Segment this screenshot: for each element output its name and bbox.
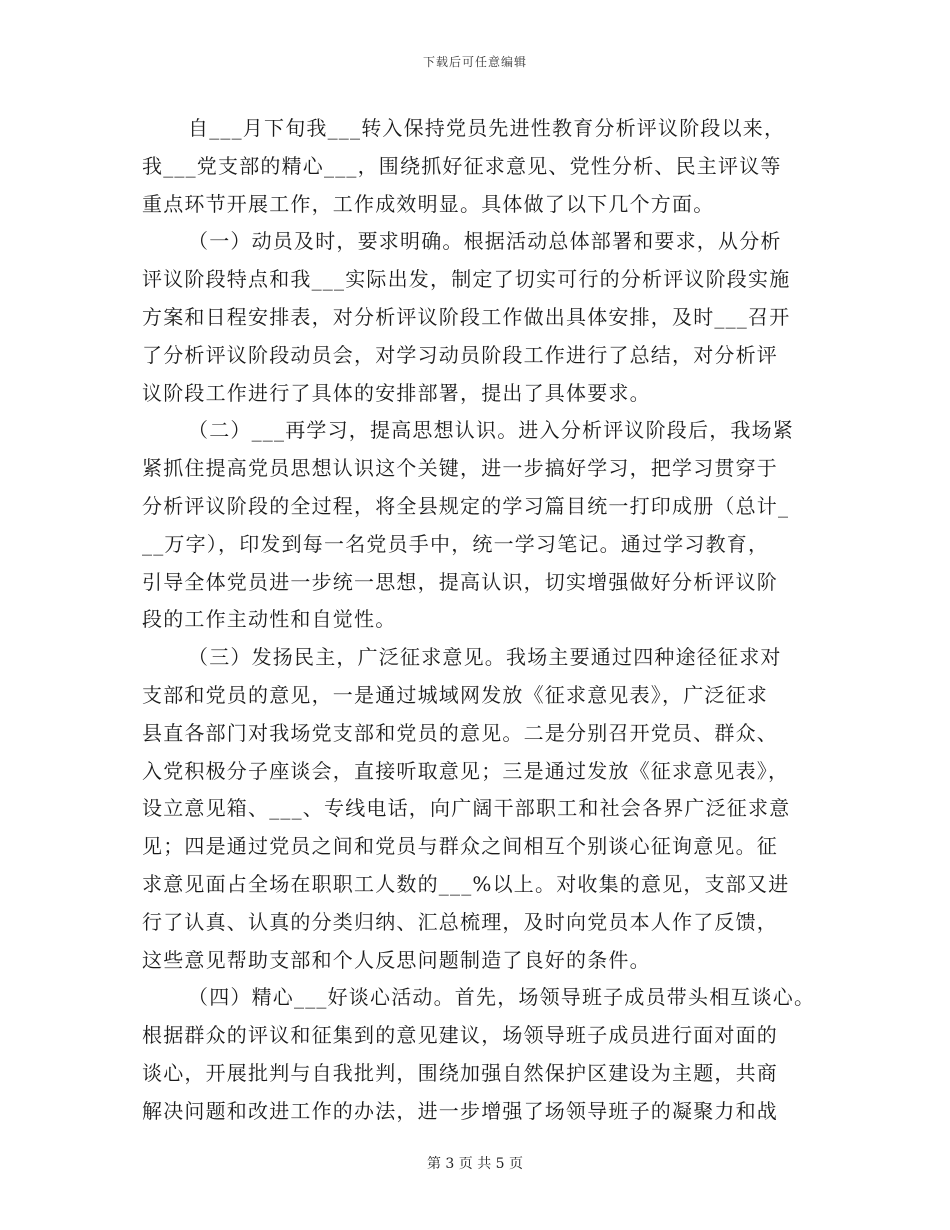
paragraph-line: 紧抓住提高党员思想认识这个关键，进一步搞好学习，把学习贯穿于 [142, 456, 778, 481]
paragraph-line: 解决问题和改进工作的办法，进一步增强了场领导班子的凝聚力和战 [142, 1098, 778, 1123]
paragraph-line: 分析评议阶段的全过程，将全县规定的学习篇目统一打印成册（总计_ [142, 493, 790, 518]
paragraph-line: 行了认真、认真的分类归纳、汇总梳理，及时向党员本人作了反馈， [142, 909, 778, 934]
paragraph-line: 方案和日程安排表，对分析评议阶段工作做出具体安排，及时___召开 [142, 304, 791, 329]
paragraph-line: 引导全体党员进一步统一思想，提高认识，切实增强做好分析评议阶 [142, 569, 778, 594]
paragraph-line: 议阶段工作进行了具体的安排部署，提出了具体要求。 [142, 380, 651, 405]
paragraph-line: 这些意见帮助支部和个人反思问题制造了良好的条件。 [142, 947, 651, 972]
paragraph-line: 评议阶段特点和我___实际出发，制定了切实可行的分析评议阶段实施 [142, 267, 791, 292]
paragraph-line: 我___党支部的精心___，围绕抓好征求意见、党性分析、民主评议等 [142, 153, 782, 178]
page-indicator: 第 3 页 共 5 页 [426, 1156, 524, 1172]
paragraph-line: 重点环节开展工作，工作成效明显。具体做了以下几个方面。 [142, 191, 715, 216]
paragraph-line: 段的工作主动性和自觉性。 [142, 607, 397, 632]
paragraph-first-line: （一）动员及时，要求明确。根据活动总体部署和要求，从分析 [188, 229, 782, 254]
document-body [142, 110, 832, 1131]
paragraph-first-line: 自___月下旬我___转入保持党员先进性教育分析评议阶段以来， [188, 116, 786, 140]
paragraph-line: 县直各部门对我场党支部和党员的意见。二是分别召开党员、群众、 [142, 720, 778, 745]
paragraph-line: 了分析评议阶段动员会，对学习动员阶段工作进行了总结，对分析评 [142, 342, 778, 367]
paragraph-first-line: （二）___再学习，提高思想认识。进入分析评议阶段后，我场紧 [188, 418, 794, 443]
paragraph-first-line: （三）发扬民主，广泛征求意见。我场主要通过四种途径征求对 [188, 645, 782, 670]
paragraph-first-line: （四）精心___好谈心活动。首先，场领导班子成员带头相互谈心。 [188, 985, 816, 1010]
paragraph-line: 谈心，开展批判与自我批判，围绕加强自然保护区建设为主题，共商 [142, 1060, 778, 1085]
paragraph-line: 设立意见箱、___、专线电话，向广阔干部职工和社会各界广泛征求意 [142, 796, 791, 821]
download-editable-note: 下载后可任意编辑 [422, 55, 527, 69]
paragraph-line: __万字），印发到每一名党员手中，统一学习笔记。通过学习教育， [142, 531, 770, 556]
paragraph-line: 求意见面占全场在职职工人数的___%以上。对收集的意见，支部又进 [142, 871, 790, 896]
paragraph-line: 根据群众的评议和征集到的意见建议，场领导班子成员进行面对面的 [142, 1023, 778, 1048]
paragraph-line: 入党积极分子座谈会，直接听取意见；三是通过发放《征求意见表》， [142, 758, 790, 783]
paragraph-line: 支部和党员的意见，一是通过城域网发放《征求意见表》，广泛征求 [142, 682, 768, 707]
paragraph-line: 见；四是通过党员之间和党员与群众之间相互个别谈心征询意见。征 [142, 834, 778, 859]
